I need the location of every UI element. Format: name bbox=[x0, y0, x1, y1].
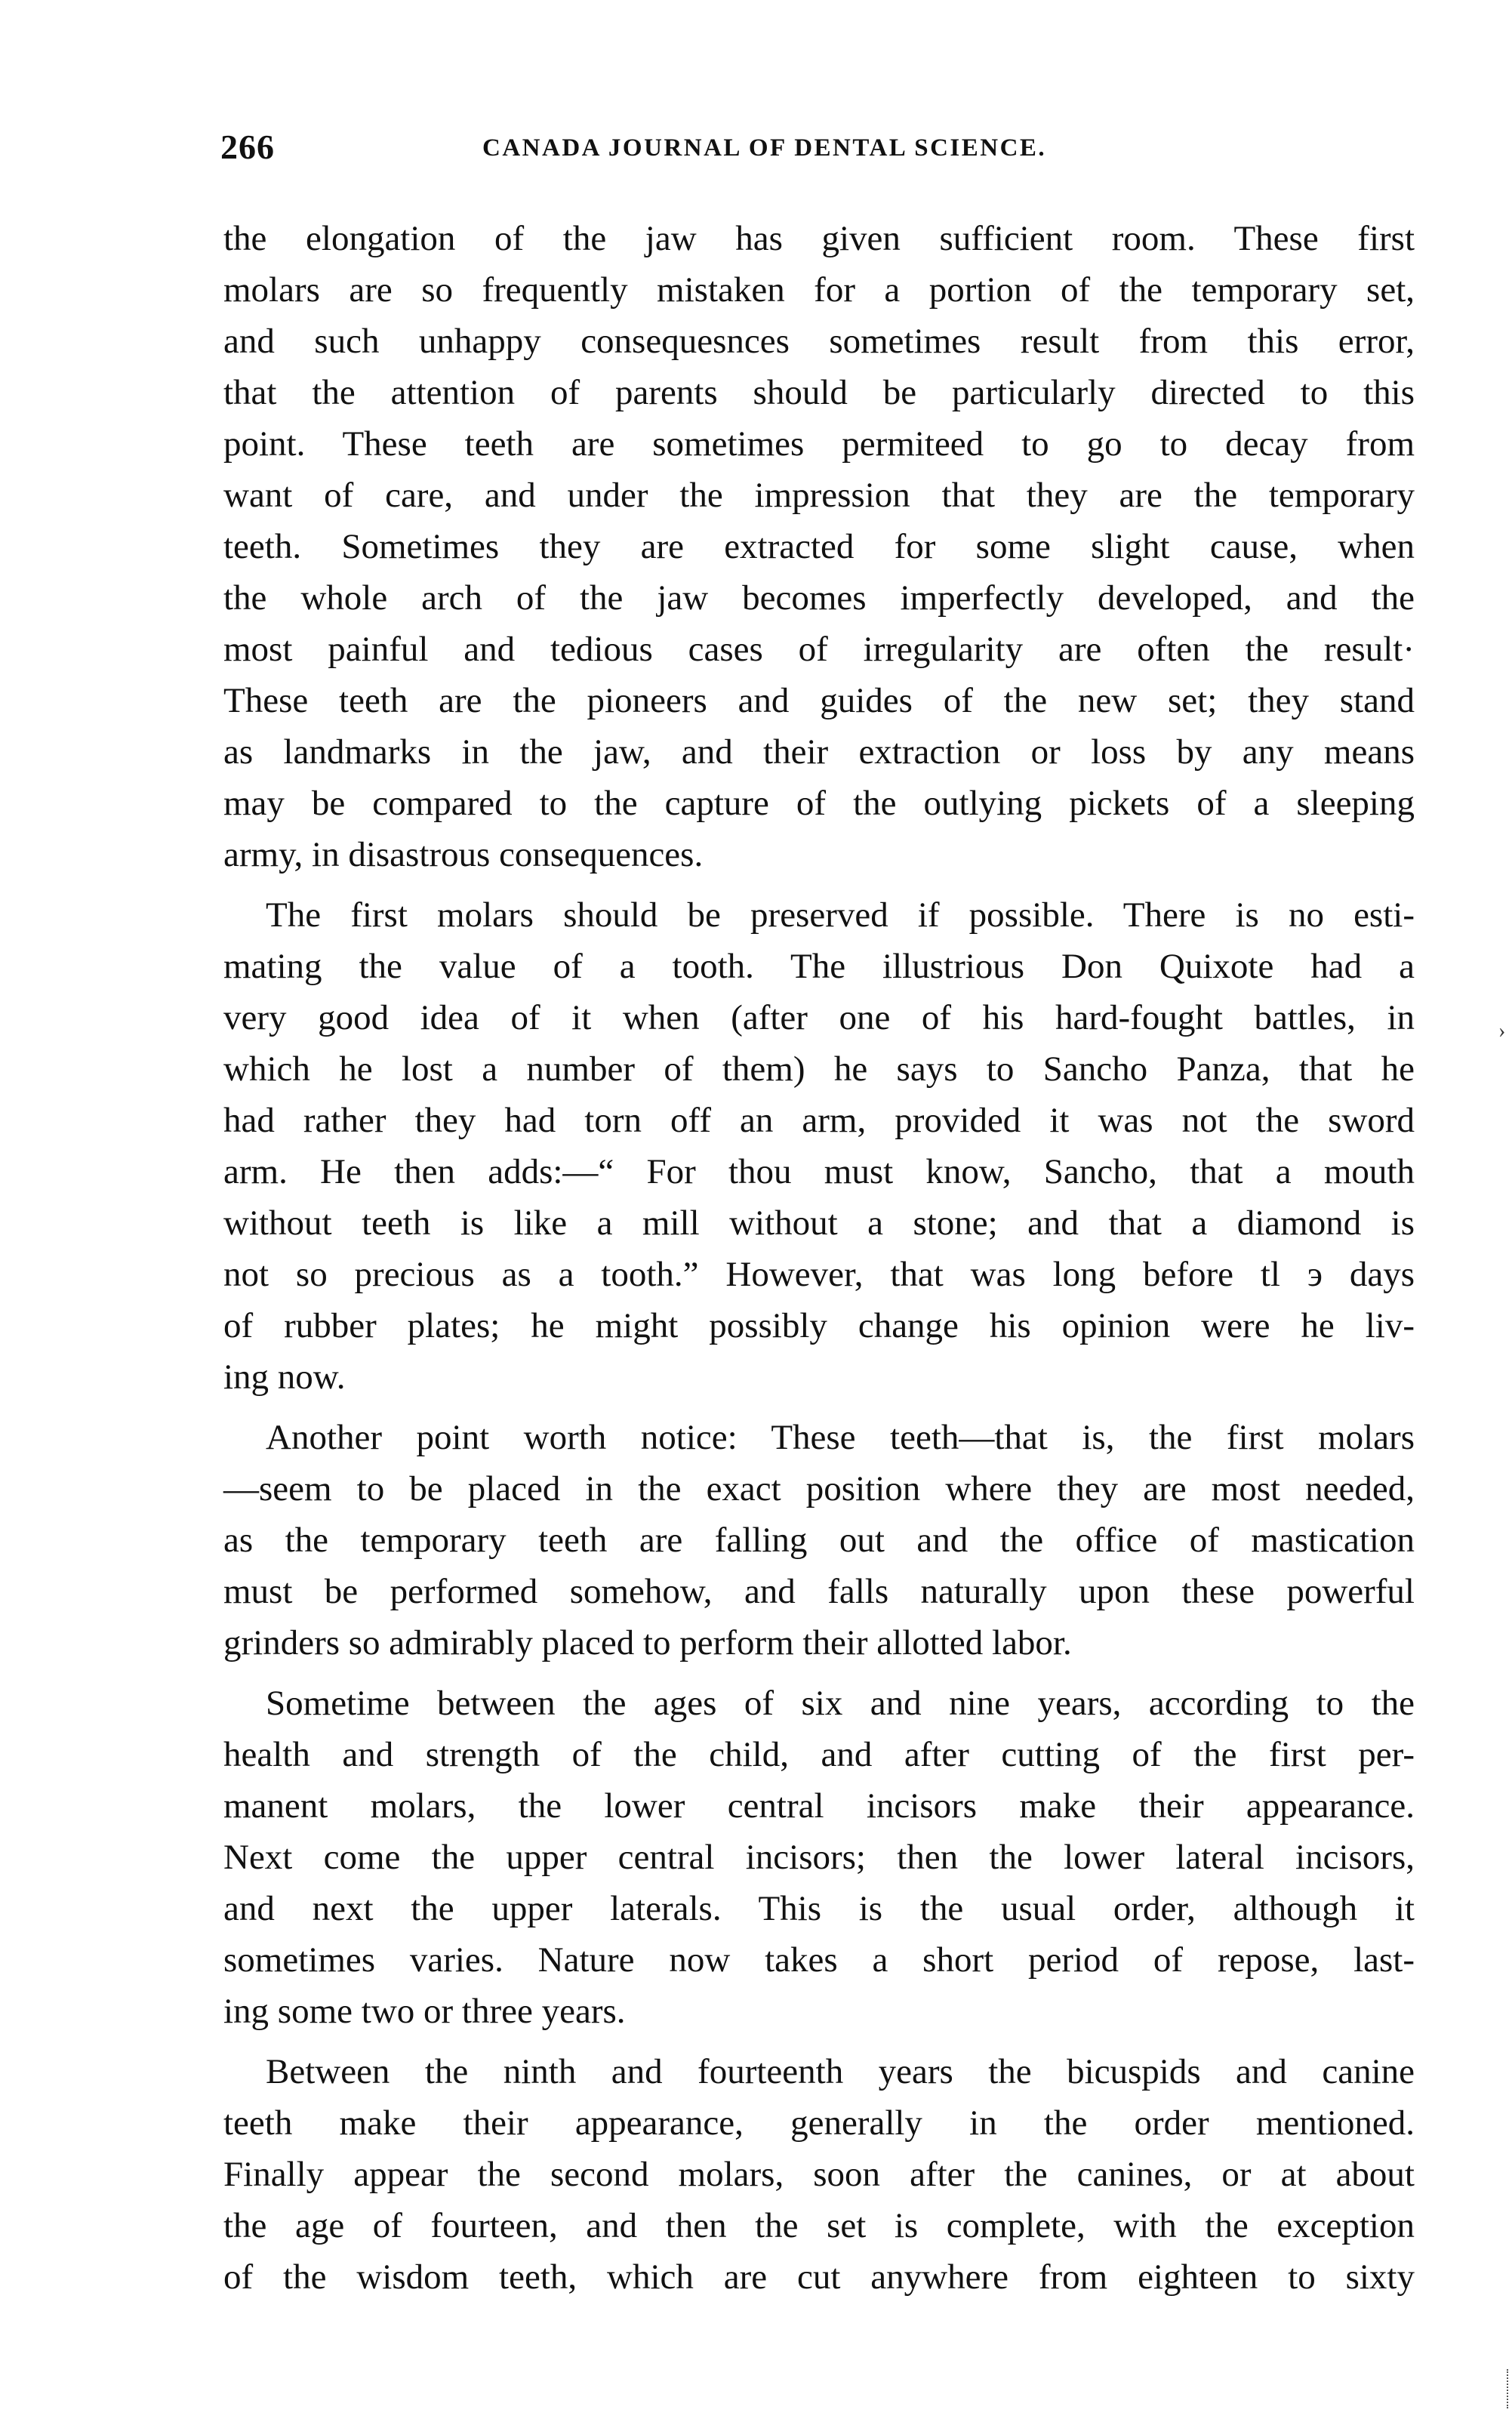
text-line: that the attention of parents should be particularly directed to this bbox=[223, 373, 1415, 412]
text-line: These teeth are the pioneers and guides of the new set; they stand bbox=[223, 681, 1415, 720]
text-line: as the temporary teeth are falling out and the office of mastication bbox=[223, 1521, 1415, 1560]
paragraph bbox=[223, 889, 1415, 1403]
text-line: grinders so admirably placed to perform their allotted labor. bbox=[223, 1623, 1072, 1662]
paragraph bbox=[223, 2046, 1415, 2303]
text-line: the elongation of the jaw has given sufficient room. These first bbox=[223, 219, 1415, 258]
text-line: Next come the upper central incisors; then the lower lateral incisors, bbox=[223, 1838, 1415, 1877]
text-line: may be compared to the capture of the outlying pickets of a sleeping bbox=[223, 784, 1415, 823]
text-line: point. These teeth are sometimes permiteed to go to decay from bbox=[223, 424, 1415, 464]
text-line: Sometime between the ages of six and nine years, according to the bbox=[266, 1684, 1415, 1723]
text-line: teeth. Sometimes they are extracted for some slight cause, when bbox=[223, 527, 1415, 566]
text-line: molars are so frequently mistaken for a portion of the temporary set, bbox=[223, 270, 1415, 310]
text-line: without teeth is like a mill without a stone; and that a diamond is bbox=[223, 1203, 1415, 1243]
text-line: had rather they had torn off an arm, provided it was not the sword bbox=[223, 1101, 1415, 1140]
page-number: 266 bbox=[220, 128, 275, 166]
text-line: most painful and tedious cases of irregularity are often the result· bbox=[223, 630, 1415, 669]
running-head: CANADA JOURNAL OF DENTAL SCIENCE. bbox=[482, 134, 1047, 162]
text-line: not so precious as a tooth.” However, that was long before tl э days bbox=[223, 1255, 1415, 1294]
text-line: mating the value of a tooth. The illustrious Don Quixote had a bbox=[223, 947, 1415, 986]
text-line: ing now. bbox=[223, 1357, 346, 1397]
margin-mark: › bbox=[1498, 1019, 1506, 1043]
text-line: —seem to be placed in the exact position where they are most needed, bbox=[223, 1469, 1415, 1508]
text-line: army, in disastrous consequences. bbox=[223, 835, 704, 874]
text-line: The first molars should be preserved if possible. There is no esti- bbox=[266, 895, 1415, 935]
text-line: Finally appear the second molars, soon after the canines, or at about bbox=[223, 2155, 1415, 2194]
text-line: and next the upper laterals. This is the usual order, although it bbox=[223, 1889, 1415, 1928]
text-line: ing some two or three years. bbox=[223, 1992, 626, 2031]
text-line: as landmarks in the jaw, and their extraction or loss by any means bbox=[223, 732, 1415, 772]
text-line: the whole arch of the jaw becomes imperfectly developed, and the bbox=[223, 578, 1415, 618]
text-line: very good idea of it when (after one of his hard-fought battles, in bbox=[223, 998, 1415, 1037]
text-line: Another point worth notice: These teeth—that is, the first molars bbox=[266, 1418, 1415, 1457]
scan-edge-specks bbox=[1507, 2369, 1510, 2408]
text-line: of the wisdom teeth, which are cut anywhere from eighteen to sixty bbox=[223, 2257, 1415, 2297]
body-text bbox=[223, 213, 1415, 2303]
text-line: teeth make their appearance, generally in the order mentioned. bbox=[223, 2103, 1415, 2143]
text-line: must be performed somehow, and falls naturally upon these powerful bbox=[223, 1572, 1415, 1611]
text-line: sometimes varies. Nature now takes a short period of repose, last- bbox=[223, 1940, 1415, 1980]
text-line: and such unhappy consequesnces sometimes result from this error, bbox=[223, 322, 1415, 361]
text-line: manent molars, the lower central incisors make their appearance. bbox=[223, 1786, 1415, 1826]
paragraph bbox=[223, 1678, 1415, 2037]
text-line: arm. He then adds:—“ For thou must know, Sancho, that a mouth bbox=[223, 1152, 1415, 1191]
page-header bbox=[220, 127, 1409, 172]
text-line: of rubber plates; he might possibly change his opinion were he liv- bbox=[223, 1306, 1415, 1345]
paragraph bbox=[223, 1412, 1415, 1669]
text-line: want of care, and under the impression that they are the temporary bbox=[223, 476, 1415, 515]
text-line: the age of fourteen, and then the set is complete, with the exception bbox=[223, 2206, 1415, 2245]
text-line: health and strength of the child, and after cutting of the first per- bbox=[223, 1735, 1415, 1774]
text-line: which he lost a number of them) he says to Sancho Panza, that he bbox=[223, 1049, 1415, 1089]
paragraph bbox=[223, 213, 1415, 880]
text-line: Between the ninth and fourteenth years the bicuspids and canine bbox=[266, 2052, 1415, 2091]
